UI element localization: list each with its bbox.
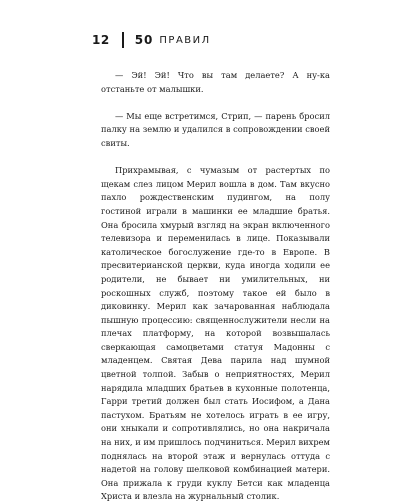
- paragraph: — Эй! Эй! Что вы там делаете? А ну-ка отстаньте от малышки.: [101, 70, 330, 94]
- header-divider: [122, 32, 124, 48]
- paragraph: — Мы еще встретимся, Стрип, — парень бросил палку на землю и удалился в сопровождении своей свиты.: [101, 110, 330, 148]
- book-title-number: 50: [134, 33, 154, 47]
- page-number: 12: [92, 33, 110, 47]
- book-title: ПРАВИЛ: [159, 34, 211, 46]
- paragraph: Прихрамывая, с чумазым от растертых по щекам слез лицом Мерил вошла в дом. Там вкусно пахло рождественским пудингом, на полу гостиной играли в машинки ее младшие братья. Она бросила хмурый взгляд на экран включенного телевизора и переменилась в лице. Показывали католическое богослужение где-то в Европе. В пресвитерианской церкви, куда иногда ходили ее родители, не бывает ни умилительных, ни роскошных служб, поэтому такое ей было в диковинку. Мерил как зачарованная наблюдала пышную процессию: священнослужители несли на плечах платформу, на которой возвышалась сверкающая самоцветами статуя Мадонны с младенцем. Святая Дева парила над шумной цветной толпой. Забыв о неприятностях, Мерил нарядила младших братьев в кухонные полотенца, Гарри третий должен был стать Иосифом, а Дана пастухом. Братьям не хотелось играть в ее игру, они хныкали и сопротивлялись, но она накричала на них, и им пришлось подчиниться. Мерил вихрем поднялась на второй этаж и вернулась оттуда с надетой на голову шелковой комбинацией матери. Она прижала к груди куклу Бетси как младенца Христа и влезла на журнальный столик.: [101, 165, 330, 502]
- running-head: [92, 30, 211, 50]
- body-text: [101, 69, 330, 504]
